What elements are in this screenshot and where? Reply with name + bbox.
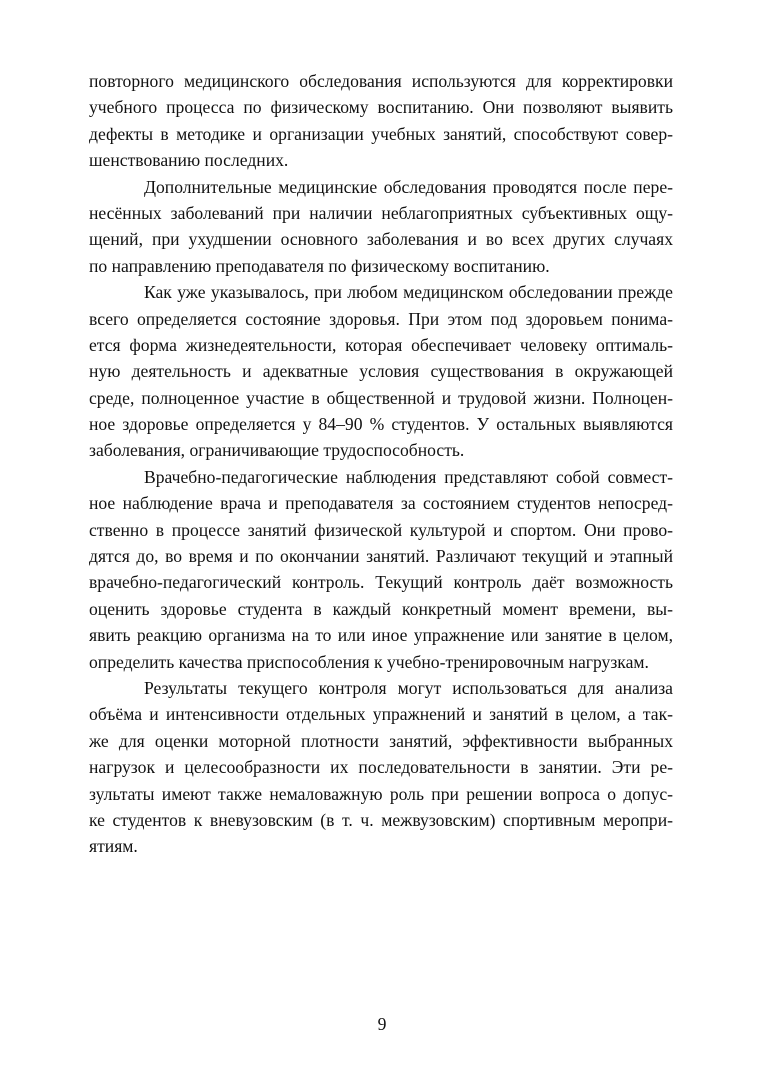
text-line: ятиям.: [89, 836, 138, 857]
text-line: ное здоровье определяется у 84–90 % студентов. У остальных выявляются: [89, 414, 673, 435]
text-line: Как уже указывалось, при любом медицинском обследовании прежде: [144, 282, 673, 303]
text-line: же для оценки моторной плотности занятий, эффективности выбранных: [89, 730, 673, 751]
text-line: ственно в процессе занятий физической культурой и спортом. Они прово-: [89, 519, 673, 540]
paragraph-4: [89, 464, 673, 675]
text-line: Врачебно-педагогические наблюдения представляют собой совмест-: [144, 466, 673, 487]
text-line: ется форма жизнедеятельности, которая обеспечивает человеку оптималь-: [89, 334, 673, 355]
text-line: объёма и интенсивности отдельных упражнений и занятий в целом, а так-: [89, 704, 673, 725]
text-line: дятся до, во время и по окончании занятий. Различают текущий и этапный: [89, 546, 673, 567]
page-number: 9: [377, 1014, 387, 1034]
text-line: явить реакцию организма на то или иное упражнение или занятие в целом,: [89, 625, 673, 646]
text-line: несённых заболеваний при наличии неблагоприятных субъективных ощу-: [89, 202, 673, 223]
paragraph-3: [89, 279, 673, 464]
text-line: ное наблюдение врача и преподавателя за состоянием студентов непосред-: [89, 493, 673, 514]
text-line: по направлению преподавателя по физическому воспитанию.: [89, 255, 550, 276]
text-line: повторного медицинского обследования используются для корректировки: [89, 71, 673, 91]
text-line: зультаты имеют также немаловажную роль при решении вопроса о допус-: [89, 783, 673, 804]
text-line: дефекты в методике и организации учебных занятий, способствуют совер-: [89, 123, 673, 144]
paragraph-2: [89, 174, 673, 280]
text-line: определить качества приспособления к учебно-тренировочным нагрузкам.: [89, 651, 649, 672]
paragraph-1: [89, 68, 673, 174]
text-line: щений, при ухудшении основного заболевания и во всех других случаях: [89, 229, 673, 250]
text-line: врачебно-педагогический контроль. Текущий контроль даёт возможность: [89, 572, 673, 593]
text-line: Дополнительные медицинские обследования проводятся после пере-: [144, 176, 673, 197]
text-line: шенствованию последних.: [89, 150, 289, 171]
body-text: [89, 68, 673, 860]
text-line: Результаты текущего контроля могут использоваться для анализа: [144, 677, 673, 698]
text-line: нагрузок и целесообразности их последовательности в занятии. Эти ре-: [89, 757, 673, 778]
text-line: среде, полноценное участие в общественной и трудовой жизни. Полноцен-: [89, 387, 673, 408]
text-line: всего определяется состояние здоровья. При этом под здоровьем понима-: [89, 308, 673, 329]
paragraph-5: [89, 675, 673, 860]
text-line: ную деятельность и адекватные условия существования в окружающей: [89, 361, 673, 382]
text-line: заболевания, ограничивающие трудоспособность.: [89, 440, 465, 461]
text-line: оценить здоровье студента в каждый конкретный момент времени, вы-: [89, 598, 673, 619]
text-line: ке студентов к вневузовским (в т. ч. межвузовским) спортивным меропри-: [89, 809, 673, 830]
text-line: учебного процесса по физическому воспитанию. Они позволяют выявить: [89, 97, 673, 118]
